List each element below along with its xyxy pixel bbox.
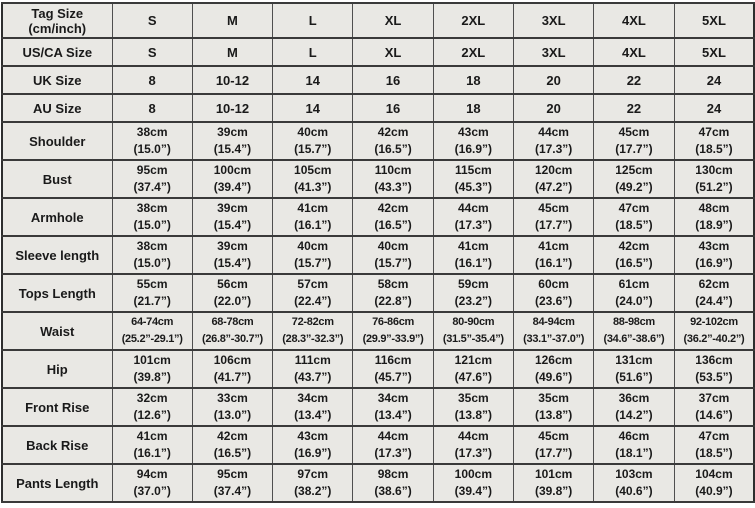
cell-shoulder-s: 38cm (15.0”) <box>112 122 192 160</box>
cell-waist-s: 64-74cm (25.2”-29.1”) <box>112 312 192 350</box>
cell-sleeve-length-xl: 40cm (15.7”) <box>353 236 433 274</box>
cell-back-rise-3xl: 45cm (17.7”) <box>513 426 593 464</box>
cell-sleeve-length-4xl: 42cm (16.5”) <box>594 236 674 274</box>
cell-pants-length-2xl: 100cm (39.4”) <box>433 464 513 502</box>
cell-pants-length-5xl: 104cm (40.9”) <box>674 464 754 502</box>
cell-tops-length-xl: 58cm (22.8”) <box>353 274 433 312</box>
cell-bust-5xl: 130cm (51.2”) <box>674 160 754 198</box>
table-row-shoulder <box>2 122 754 160</box>
cell-au-size-l: 14 <box>273 94 353 122</box>
cell-hip-m: 106cm (41.7”) <box>192 350 272 388</box>
cell-pants-length-4xl: 103cm (40.6”) <box>594 464 674 502</box>
cell-shoulder-xl: 42cm (16.5”) <box>353 122 433 160</box>
cell-sleeve-length-3xl: 41cm (16.1”) <box>513 236 593 274</box>
cell-au-size-s: 8 <box>112 94 192 122</box>
size-chart-body <box>2 3 754 502</box>
cell-tops-length-s: 55cm (21.7”) <box>112 274 192 312</box>
table-row-front-rise <box>2 388 754 426</box>
cell-tag-size-2xl: 2XL <box>433 3 513 38</box>
cell-waist-4xl: 88-98cm (34.6”-38.6”) <box>594 312 674 350</box>
row-label-front-rise: Front Rise <box>2 388 112 426</box>
cell-au-size-xl: 16 <box>353 94 433 122</box>
cell-armhole-3xl: 45cm (17.7”) <box>513 198 593 236</box>
table-row-au-size <box>2 94 754 122</box>
cell-tag-size-xl: XL <box>353 3 433 38</box>
cell-hip-2xl: 121cm (47.6”) <box>433 350 513 388</box>
cell-au-size-2xl: 18 <box>433 94 513 122</box>
cell-tops-length-l: 57cm (22.4”) <box>273 274 353 312</box>
cell-shoulder-l: 40cm (15.7”) <box>273 122 353 160</box>
cell-tops-length-2xl: 59cm (23.2”) <box>433 274 513 312</box>
cell-bust-l: 105cm (41.3”) <box>273 160 353 198</box>
cell-uk-size-3xl: 20 <box>513 66 593 94</box>
cell-front-rise-m: 33cm (13.0”) <box>192 388 272 426</box>
cell-tag-size-s: S <box>112 3 192 38</box>
cell-sleeve-length-2xl: 41cm (16.1”) <box>433 236 513 274</box>
row-label-waist: Waist <box>2 312 112 350</box>
cell-pants-length-3xl: 101cm (39.8”) <box>513 464 593 502</box>
cell-sleeve-length-m: 39cm (15.4”) <box>192 236 272 274</box>
cell-waist-5xl: 92-102cm (36.2”-40.2”) <box>674 312 754 350</box>
cell-sleeve-length-l: 40cm (15.7”) <box>273 236 353 274</box>
cell-back-rise-xl: 44cm (17.3”) <box>353 426 433 464</box>
table-row-hip <box>2 350 754 388</box>
cell-us-ca-size-4xl: 4XL <box>594 38 674 66</box>
cell-tops-length-5xl: 62cm (24.4”) <box>674 274 754 312</box>
row-label-armhole: Armhole <box>2 198 112 236</box>
cell-hip-3xl: 126cm (49.6”) <box>513 350 593 388</box>
cell-front-rise-2xl: 35cm (13.8”) <box>433 388 513 426</box>
cell-bust-4xl: 125cm (49.2”) <box>594 160 674 198</box>
cell-armhole-5xl: 48cm (18.9”) <box>674 198 754 236</box>
table-row-waist <box>2 312 754 350</box>
cell-uk-size-5xl: 24 <box>674 66 754 94</box>
row-label-uk-size: UK Size <box>2 66 112 94</box>
cell-armhole-4xl: 47cm (18.5”) <box>594 198 674 236</box>
cell-us-ca-size-xl: XL <box>353 38 433 66</box>
cell-front-rise-s: 32cm (12.6”) <box>112 388 192 426</box>
cell-back-rise-5xl: 47cm (18.5”) <box>674 426 754 464</box>
table-row-us-ca-size <box>2 38 754 66</box>
cell-shoulder-4xl: 45cm (17.7”) <box>594 122 674 160</box>
cell-tops-length-3xl: 60cm (23.6”) <box>513 274 593 312</box>
cell-armhole-s: 38cm (15.0”) <box>112 198 192 236</box>
table-row-armhole <box>2 198 754 236</box>
cell-au-size-3xl: 20 <box>513 94 593 122</box>
cell-armhole-l: 41cm (16.1”) <box>273 198 353 236</box>
cell-tops-length-4xl: 61cm (24.0”) <box>594 274 674 312</box>
cell-waist-3xl: 84-94cm (33.1”-37.0”) <box>513 312 593 350</box>
cell-front-rise-3xl: 35cm (13.8”) <box>513 388 593 426</box>
table-row-pants-length <box>2 464 754 502</box>
size-chart-table <box>1 2 755 503</box>
row-label-hip: Hip <box>2 350 112 388</box>
table-row-back-rise <box>2 426 754 464</box>
cell-bust-m: 100cm (39.4”) <box>192 160 272 198</box>
cell-bust-3xl: 120cm (47.2”) <box>513 160 593 198</box>
table-row-uk-size <box>2 66 754 94</box>
cell-bust-2xl: 115cm (45.3”) <box>433 160 513 198</box>
cell-pants-length-s: 94cm (37.0”) <box>112 464 192 502</box>
cell-us-ca-size-3xl: 3XL <box>513 38 593 66</box>
row-label-bust: Bust <box>2 160 112 198</box>
cell-armhole-m: 39cm (15.4”) <box>192 198 272 236</box>
cell-tag-size-5xl: 5XL <box>674 3 754 38</box>
row-label-pants-length: Pants Length <box>2 464 112 502</box>
cell-uk-size-xl: 16 <box>353 66 433 94</box>
cell-shoulder-5xl: 47cm (18.5”) <box>674 122 754 160</box>
cell-uk-size-m: 10-12 <box>192 66 272 94</box>
table-row-sleeve-length <box>2 236 754 274</box>
row-label-us-ca-size: US/CA Size <box>2 38 112 66</box>
table-row-tops-length <box>2 274 754 312</box>
cell-hip-s: 101cm (39.8”) <box>112 350 192 388</box>
cell-armhole-2xl: 44cm (17.3”) <box>433 198 513 236</box>
cell-us-ca-size-s: S <box>112 38 192 66</box>
cell-back-rise-2xl: 44cm (17.3”) <box>433 426 513 464</box>
cell-hip-l: 111cm (43.7”) <box>273 350 353 388</box>
cell-us-ca-size-m: M <box>192 38 272 66</box>
row-label-tag-size: Tag Size (cm/inch) <box>2 3 112 38</box>
cell-back-rise-s: 41cm (16.1”) <box>112 426 192 464</box>
cell-bust-xl: 110cm (43.3”) <box>353 160 433 198</box>
cell-waist-l: 72-82cm (28.3”-32.3”) <box>273 312 353 350</box>
cell-tag-size-3xl: 3XL <box>513 3 593 38</box>
cell-tag-size-m: M <box>192 3 272 38</box>
cell-sleeve-length-s: 38cm (15.0”) <box>112 236 192 274</box>
cell-bust-s: 95cm (37.4”) <box>112 160 192 198</box>
cell-uk-size-l: 14 <box>273 66 353 94</box>
cell-front-rise-5xl: 37cm (14.6”) <box>674 388 754 426</box>
cell-hip-5xl: 136cm (53.5”) <box>674 350 754 388</box>
cell-tag-size-l: L <box>273 3 353 38</box>
row-label-back-rise: Back Rise <box>2 426 112 464</box>
cell-pants-length-xl: 98cm (38.6”) <box>353 464 433 502</box>
cell-armhole-xl: 42cm (16.5”) <box>353 198 433 236</box>
cell-waist-xl: 76-86cm (29.9”-33.9”) <box>353 312 433 350</box>
row-label-shoulder: Shoulder <box>2 122 112 160</box>
cell-back-rise-l: 43cm (16.9”) <box>273 426 353 464</box>
cell-back-rise-4xl: 46cm (18.1”) <box>594 426 674 464</box>
cell-waist-2xl: 80-90cm (31.5”-35.4”) <box>433 312 513 350</box>
cell-us-ca-size-2xl: 2XL <box>433 38 513 66</box>
cell-tops-length-m: 56cm (22.0”) <box>192 274 272 312</box>
cell-au-size-4xl: 22 <box>594 94 674 122</box>
cell-front-rise-xl: 34cm (13.4”) <box>353 388 433 426</box>
cell-shoulder-m: 39cm (15.4”) <box>192 122 272 160</box>
cell-front-rise-l: 34cm (13.4”) <box>273 388 353 426</box>
table-row-bust <box>2 160 754 198</box>
cell-au-size-m: 10-12 <box>192 94 272 122</box>
cell-sleeve-length-5xl: 43cm (16.9”) <box>674 236 754 274</box>
cell-hip-4xl: 131cm (51.6”) <box>594 350 674 388</box>
cell-waist-m: 68-78cm (26.8”-30.7”) <box>192 312 272 350</box>
cell-back-rise-m: 42cm (16.5”) <box>192 426 272 464</box>
cell-hip-xl: 116cm (45.7”) <box>353 350 433 388</box>
cell-shoulder-3xl: 44cm (17.3”) <box>513 122 593 160</box>
cell-pants-length-l: 97cm (38.2”) <box>273 464 353 502</box>
cell-pants-length-m: 95cm (37.4”) <box>192 464 272 502</box>
cell-tag-size-4xl: 4XL <box>594 3 674 38</box>
cell-us-ca-size-5xl: 5XL <box>674 38 754 66</box>
cell-uk-size-s: 8 <box>112 66 192 94</box>
cell-us-ca-size-l: L <box>273 38 353 66</box>
row-label-sleeve-length: Sleeve length <box>2 236 112 274</box>
row-label-tops-length: Tops Length <box>2 274 112 312</box>
row-label-au-size: AU Size <box>2 94 112 122</box>
cell-au-size-5xl: 24 <box>674 94 754 122</box>
cell-uk-size-4xl: 22 <box>594 66 674 94</box>
table-row-tag-size <box>2 3 754 38</box>
cell-uk-size-2xl: 18 <box>433 66 513 94</box>
cell-shoulder-2xl: 43cm (16.9”) <box>433 122 513 160</box>
cell-front-rise-4xl: 36cm (14.2”) <box>594 388 674 426</box>
